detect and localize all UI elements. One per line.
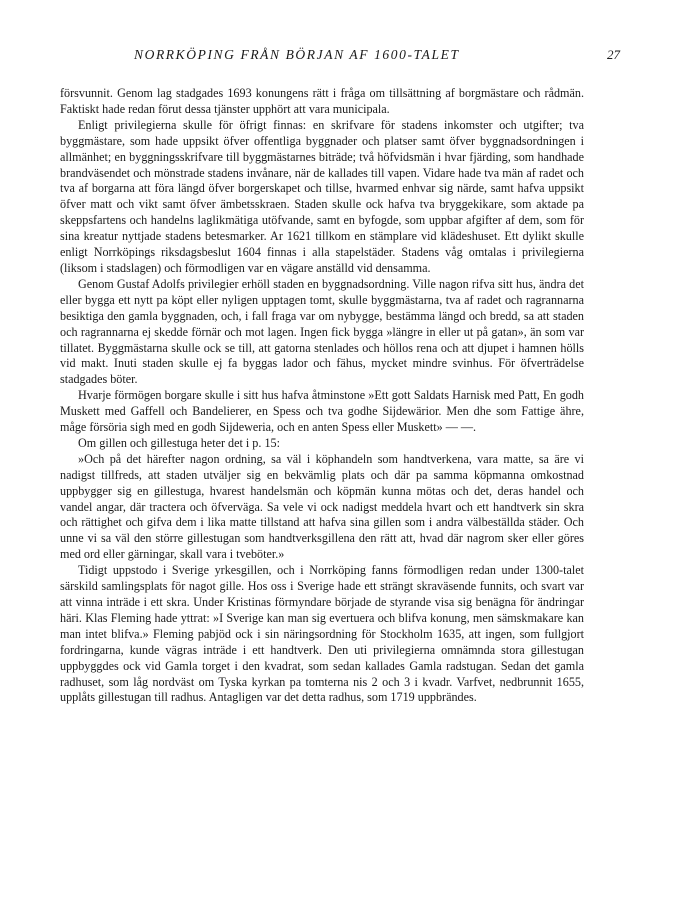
body-text <box>60 86 584 706</box>
page-header <box>60 47 620 67</box>
running-title: NORRKÖPING FRÅN BÖRJAN AF 1600-TALET <box>134 47 460 62</box>
paragraph-4: Hvarje förmögen borgare skulle i sitt hus hafva åtminstone »Ett gott Saldats Harnisk med Patt, En godh Muskett med Gaffell och Bandelierer, en Spess och tva godhe Sijdewärior. Men dhe som Fattige ähre, måge försöria sigh med en godh Sijdeweria, och en anten Spess eller Muskett» — —. <box>60 388 584 435</box>
paragraph-1: försvunnit. Genom lag stadgades 1693 konungens rätt i fråga om tillsättning af borgmästare och rådmän. Faktiskt hade redan förut dessa tjänster upphört att vara municipala. <box>60 86 584 116</box>
paragraph-5: Om gillen och gillestuga heter det i p. 15: <box>78 435 280 450</box>
quoted-paragraph: »Och på det härefter nagon ordning, sa väl i köphandeln som handtverkena, vara matte, sa äre vi nadigst tillfreds, att staden utväljer sig en bekvämlig plats och där pa samma köpmanna omkostnad uppbygger sig en gillestuga, hvarest handelsmän och köpmän kunna mötas och det, deras handel och vandel angar, där tractera och öfverväga. Sa vele vi ock nadigst meddela hvart och ett handtverk sin skra och rättighet och gifva dem i lika matte tillstand att hafva sina gillen som i andra välbeställda städer. Och unne vi sa väl den större gillestugan som handtverksgillena den rätt att, hvad där nagrom sker eller göres med ord eller gärningar, skall vara i tveböter.» <box>60 451 584 562</box>
paragraph-3: Genom Gustaf Adolfs privilegier erhöll staden en byggnadsordning. Ville nagon rifva sitt hus, ändra det eller bygga ett nytt pa köpt eller nyligen upptagen tomt, skulle byggmästarna, tva af radet och ragrannarna besiktiga den gamla byggnaden, och, i fall fraga var om nybygge, bestämma längd och bredd, sa att staden och ragrannarna ej skedde förnär och mot lagen. Ingen fick bygga »längre in eller ut på gatan», än som var tillatet. Byggmästarna skulle ock se till, att gatorna stenlades och höllos rena och att djupet i hamnen hölls vid makt. Inuti staden skulle ej fa byggas lador och fähus, mycket mindre svinhus. För öfverträdelse stadgades böter. <box>60 276 584 387</box>
paragraph-7: Tidigt uppstodo i Sverige yrkesgillen, och i Norrköping fanns förmodligen redan under 1300-talet särskild samlingsplats för nagot gille. Hos oss i Sverige hade ett strängt skraväsende funnits, och svart var att vinna inträde i ett skra. Under Kristinas förmyndare började de styrande visa sig benägna för ändringar häri. Klas Fleming hade yttrat: »I Sverige kan man sig evertuera och blifva konung, men sämskmakare kan man intet blifva.» Fleming pabjöd ock i sin näringsordning för Stockholm 1635, att ingen, som fullgjort fordringarna, kunde vägras inträde i ett handtverk. Den uti privilegierna omnämnda stora gillestugan uppbyggdes ock vid Gamla torget i den kvadrat, som sedan kallades Gamla radstugan. Sedan det gamla radhuset, som låg nordväst om Tyska kyrkan pa tomterna nis 2 och 3 i kvadr. Varfvet, nedbrunnit 1655, upplåts gillestugan till radhus. Antagligen var det detta radhus, som 1719 uppbrändes. <box>60 563 584 705</box>
page-number: 27 <box>607 47 620 62</box>
paragraph-2: Enligt privilegierna skulle för öfrigt finnas: en skrifvare för stadens inkomster och utgifter; tva byggmästare, som hade uppsikt öfver offentliga byggnader och platser samt öfver byggnadsordningen i allmänhet; en byggningsskrifvare till byggmästarnes biträde; två höfvidsmän i hvar fjärding, som handhade brandväsendet och mönstrade stadens invånare, när de kallades till vapen. Vidare hade tva män af radet och tva af borgarna att föra längd öfver borgerskapet och tillse, hvarmed enhvar sig närde, samt hafva uppsikt öfver matt och vikt samt öfver ämbetsskraen. Staden skulle ock hafva tva bryggekikare, som aktade pa skeppsfartens och handelns laglikmätiga utöfvande, samt en byfogde, som uppbar afgifter af dem, som för sina kreatur nyttjade stadens betesmarker. Ar 1621 tillkom en stämplare vid klädeshuset. Ett dylikt skulle enligt Norrköpings riksdagsbeslut 1604 finnas i alla stapelstäder. Stadens våg omtalas i privilegierna (liksom i stadslagen) och förmodligen var en vägare anställd vid densamma. <box>60 117 584 275</box>
